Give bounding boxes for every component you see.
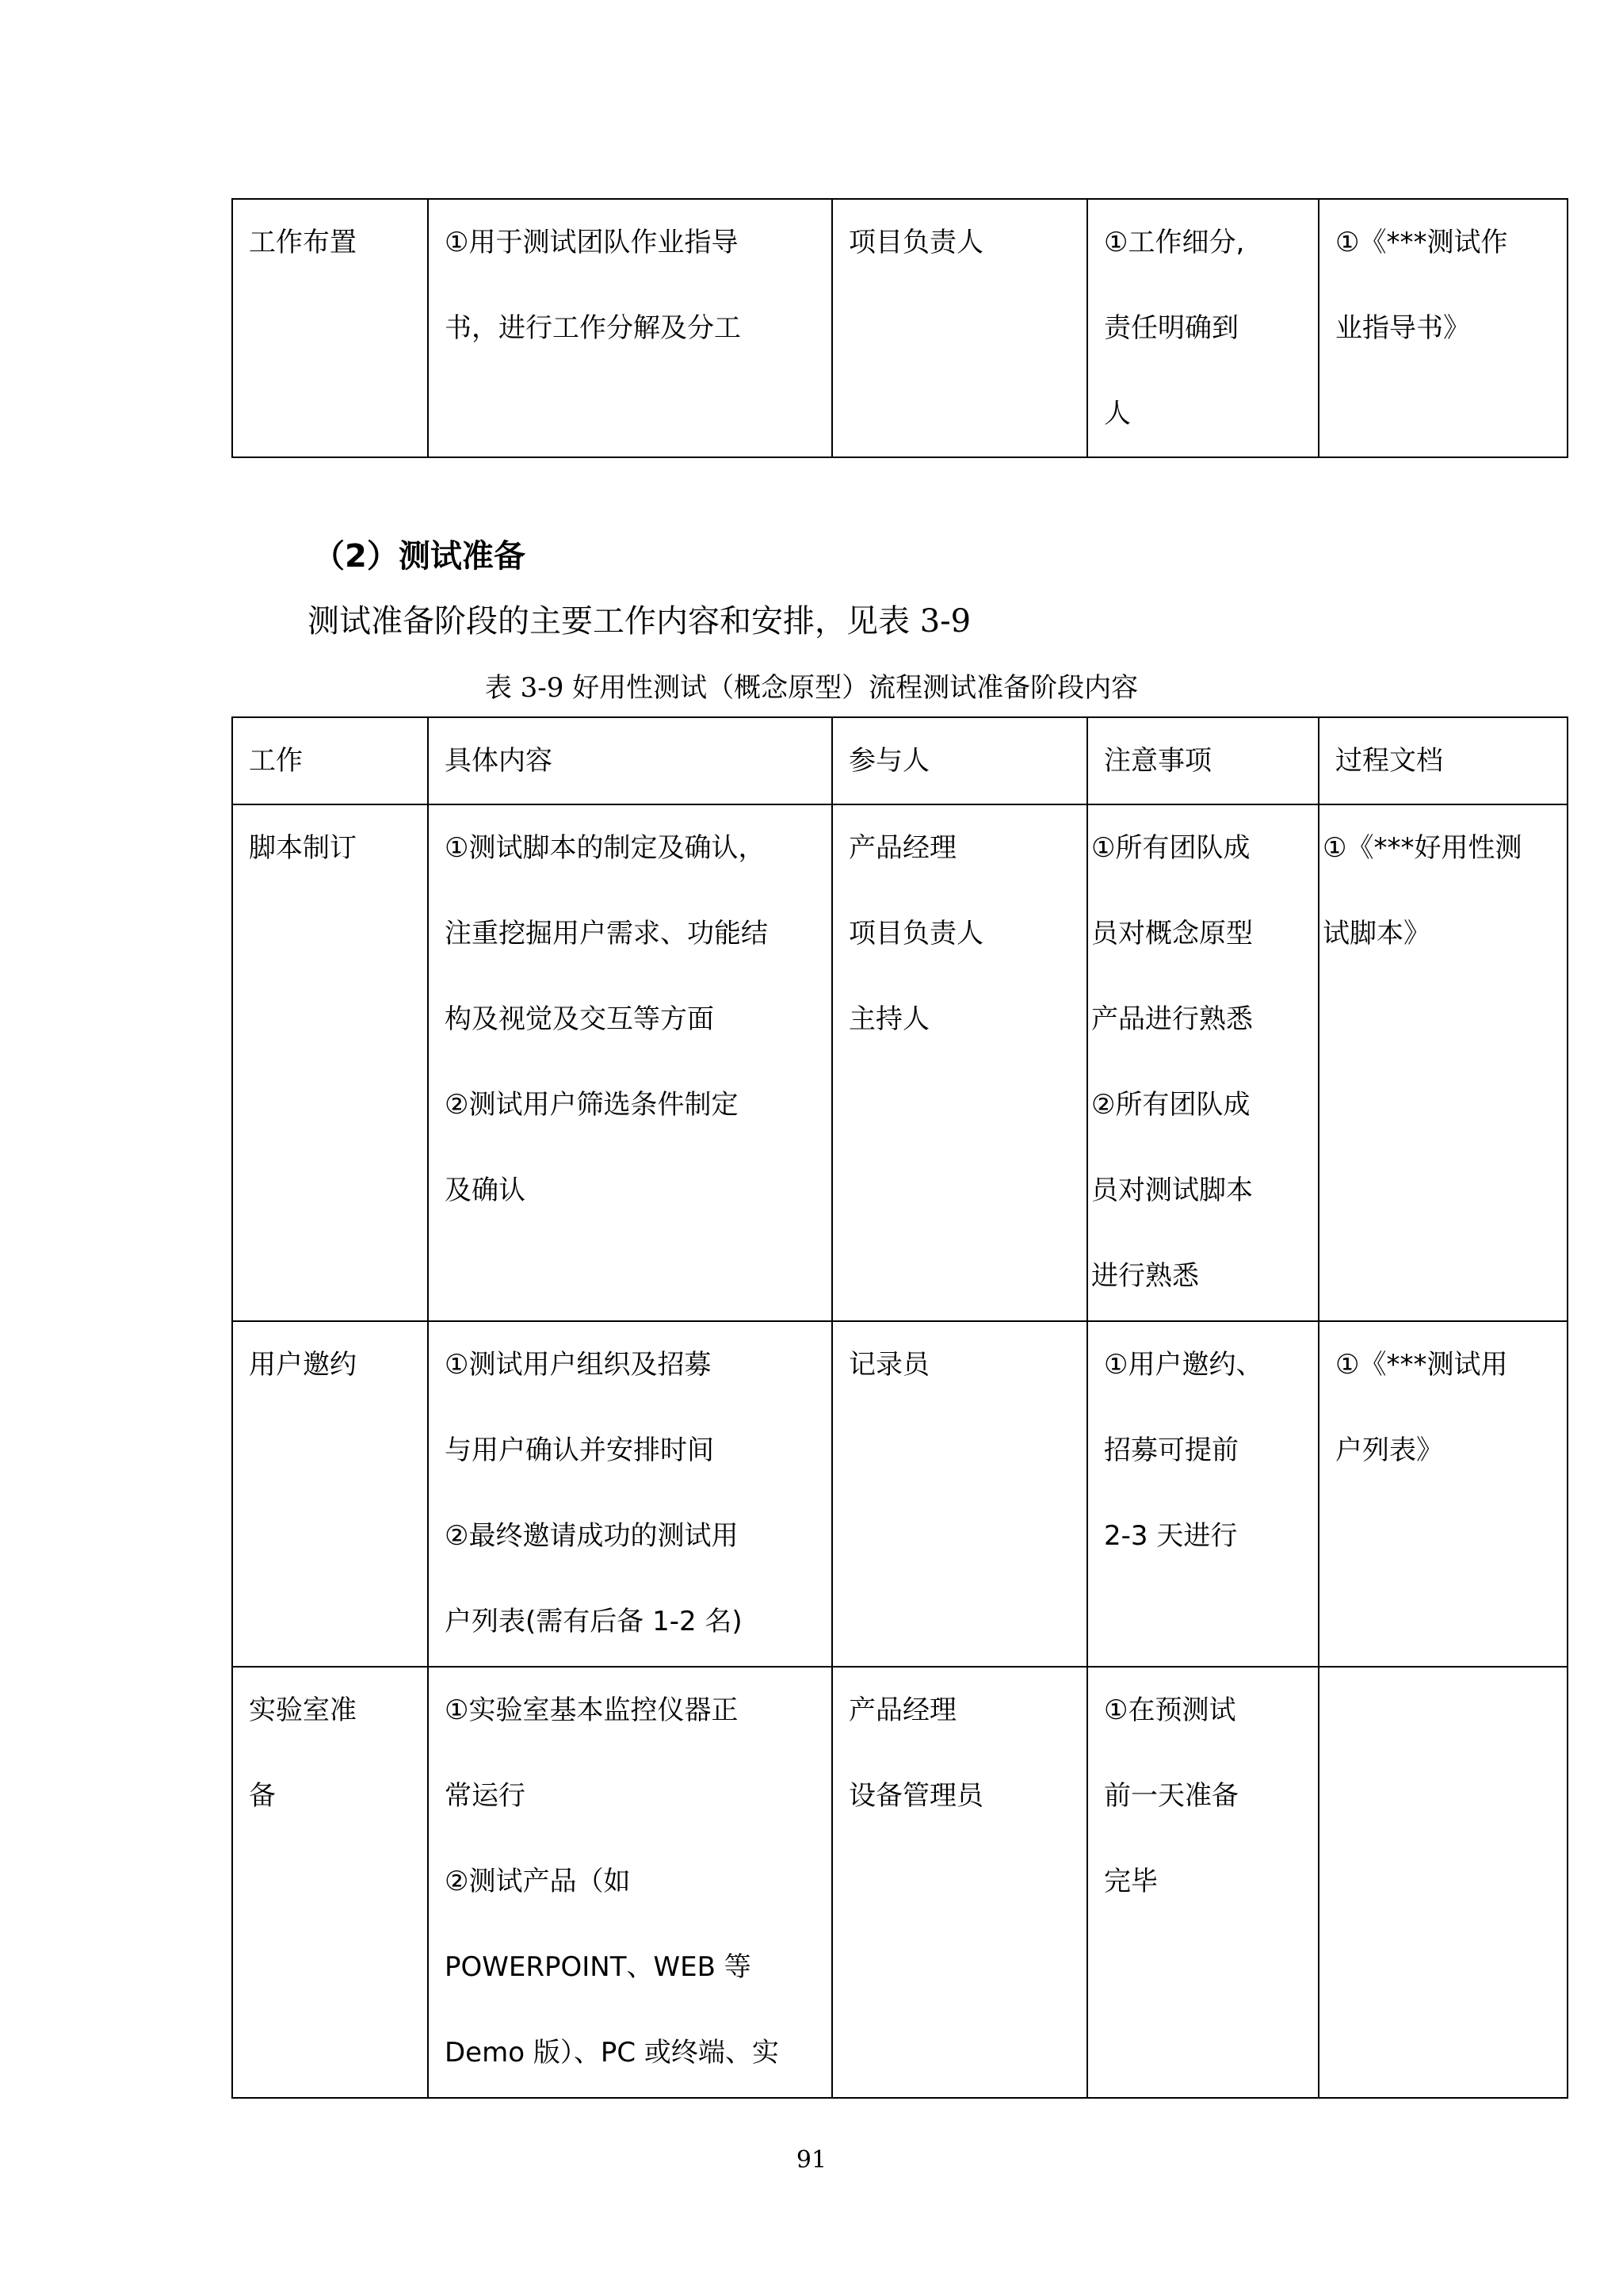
docs-cell [1319, 199, 1568, 457]
table-header-row [232, 717, 1568, 804]
notes-cell [1087, 804, 1319, 1321]
cell-text: 项目负责人 [849, 227, 983, 258]
cell-text: ①《***测试作 [1335, 227, 1508, 258]
header-cell: 工作 [232, 717, 428, 804]
cell-text: 招募可提前 [1104, 1435, 1239, 1466]
cell-text: ②测试产品（如 [445, 1866, 631, 1897]
cell-text: 产品经理 [849, 832, 957, 864]
cell-text: ①所有团队成 [1091, 832, 1251, 864]
page-number: 91 [796, 2146, 827, 2174]
cell-text: 产品进行熟悉 [1091, 1003, 1253, 1035]
cell-text: 实验室准 [249, 1694, 357, 1726]
cell-text: 常运行 [445, 1780, 525, 1812]
cell-text: 人 [1104, 398, 1131, 430]
cell-text: ②测试用户筛选条件制定 [445, 1089, 739, 1121]
header-cell: 具体内容 [428, 717, 832, 804]
cell-text: 用户邀约 [249, 1349, 357, 1381]
docs-cell [1319, 1667, 1568, 2098]
cell-text: 产品经理 [849, 1694, 957, 1726]
participants-cell [832, 1667, 1087, 2098]
table-row [232, 804, 1568, 1321]
header-cell: 参与人 [832, 717, 1087, 804]
cell-text: 进行熟悉 [1091, 1260, 1199, 1292]
table-row [232, 1667, 1568, 2098]
cell-text: ②最终邀请成功的测试用 [445, 1520, 739, 1552]
cell-text: ①《***测试用 [1335, 1349, 1508, 1381]
header-cell: 注意事项 [1087, 717, 1319, 804]
docs-cell [1319, 804, 1568, 1321]
work-cell [232, 1667, 428, 2098]
participants-cell [832, 804, 1087, 1321]
cell-text: ①用户邀约、 [1104, 1349, 1263, 1381]
cell-text: 业指导书》 [1335, 312, 1470, 344]
cell-text: 户列表》 [1335, 1435, 1443, 1466]
cell-text: 试脚本》 [1323, 918, 1430, 949]
content-cell [428, 1667, 832, 2098]
cell-text: ①工作细分, [1104, 227, 1245, 258]
cell-text: ②所有团队成 [1091, 1089, 1251, 1121]
notes-cell [1087, 199, 1319, 457]
cell-text: ①《***好用性测 [1323, 832, 1522, 864]
cell-text: Demo 版）、PC 或终端、实 [445, 2037, 779, 2069]
cell-text: 员对概念原型 [1091, 918, 1253, 949]
cell-text: 与用户确认并安排时间 [445, 1435, 714, 1466]
cell-text: 员对测试脚本 [1091, 1175, 1253, 1206]
cell-text: 记录员 [849, 1349, 930, 1381]
work-cell [232, 199, 428, 457]
main-table [231, 716, 1568, 2099]
section-paragraph: 测试准备阶段的主要工作内容和安排，见表 3-9 [307, 603, 972, 640]
table-row [232, 199, 1568, 457]
cell-text: ①实验室基本监控仪器正 [445, 1694, 739, 1726]
cell-text: 项目负责人 [849, 918, 983, 949]
cell-text: 2-3 天进行 [1104, 1520, 1238, 1552]
cell-text: 注重挖掘用户需求、功能结 [445, 918, 768, 949]
cell-text: 书，进行工作分解及分工 [445, 312, 741, 344]
cell-text: 户列表(需有后备 1-2 名) [445, 1606, 743, 1637]
cell-text: POWERPOINT、WEB 等 [445, 1951, 751, 1983]
cell-text: ①用于测试团队作业指导 [445, 227, 739, 258]
cell-text: ①在预测试 [1104, 1694, 1236, 1726]
top-table [231, 198, 1568, 458]
participants-cell [832, 199, 1087, 457]
section-heading: （2）测试准备 [313, 538, 525, 575]
header-cell: 过程文档 [1319, 717, 1568, 804]
content-cell [428, 199, 832, 457]
cell-text: 设备管理员 [849, 1780, 983, 1812]
cell-text: ①测试用户组织及招募 [445, 1349, 712, 1381]
cell-text: 工作布置 [249, 227, 357, 258]
content-cell [428, 1321, 832, 1667]
notes-cell [1087, 1321, 1319, 1667]
cell-text: 责任明确到 [1104, 312, 1239, 344]
content-cell [428, 804, 832, 1321]
cell-text: 备 [249, 1780, 276, 1812]
docs-cell [1319, 1321, 1568, 1667]
cell-text: 及确认 [445, 1175, 525, 1206]
cell-text: ①测试脚本的制定及确认， [445, 832, 766, 864]
cell-text: 构及视觉及交互等方面 [445, 1003, 714, 1035]
table-caption: 表 3-9 好用性测试（概念原型）流程测试准备阶段内容 [484, 672, 1139, 704]
participants-cell [832, 1321, 1087, 1667]
cell-text: 主持人 [849, 1003, 930, 1035]
work-cell [232, 804, 428, 1321]
cell-text: 脚本制订 [249, 832, 357, 864]
table-row [232, 1321, 1568, 1667]
work-cell [232, 1321, 428, 1667]
cell-text: 前一天准备 [1104, 1780, 1239, 1812]
notes-cell [1087, 1667, 1319, 2098]
cell-text: 完毕 [1104, 1866, 1158, 1897]
